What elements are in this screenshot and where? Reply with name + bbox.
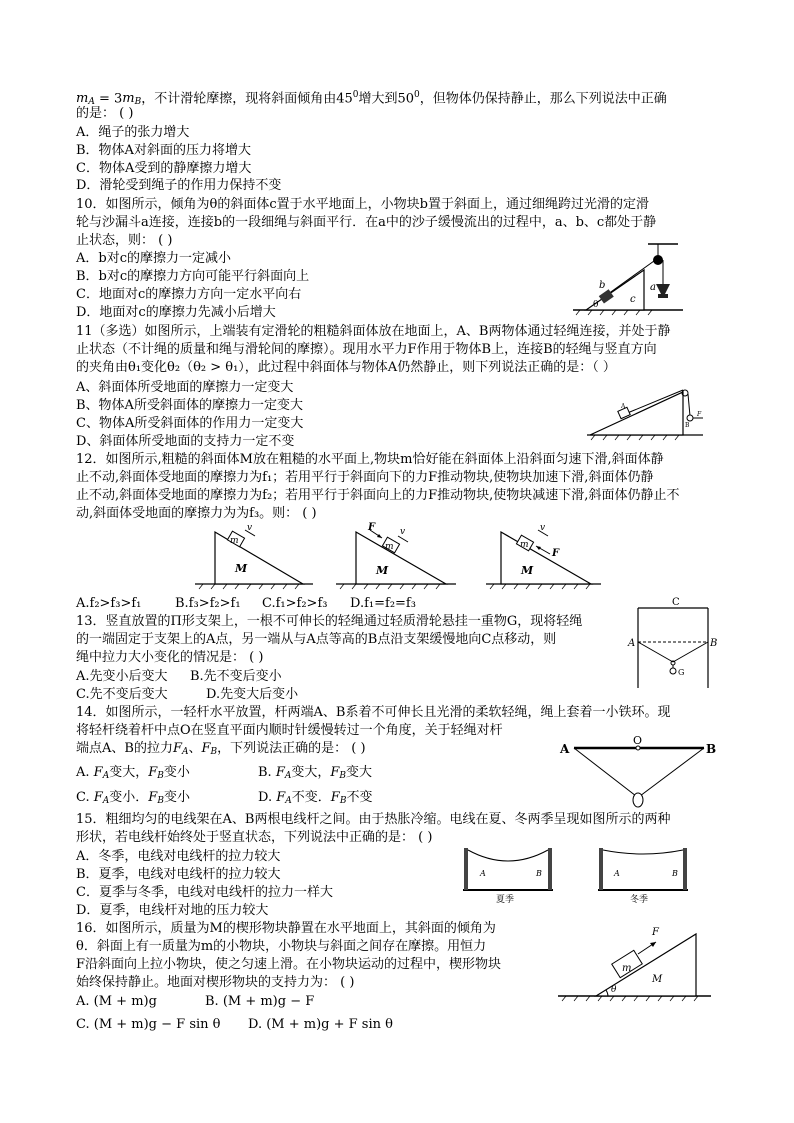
q14-stem-line3: 端点A、B的拉力$F_A$、$F_B$，下列说法正确的是： ( )	[76, 741, 366, 757]
q11-option-c: C、物体A所受斜面体的作用力一定变大	[76, 416, 304, 431]
q13-stem-line2: 的一端固定于支架上的A点，另一端从与A点等高的B点沿支架缓慢地向C点移动，则	[76, 632, 557, 647]
q9-mass-b: $m_B$	[122, 91, 142, 108]
q15-winter-label-a: A	[614, 869, 620, 878]
q12-stem-line1: 12．如图所示,粗糙的斜面体M放在粗糙的水平面上,物块m恰好能在斜面体上沿斜面匀速下滑,斜面体静	[76, 452, 664, 467]
q13-label-g: G	[678, 668, 685, 677]
q12-f2-label-f: F	[368, 522, 376, 533]
q14-label-o: O	[633, 734, 643, 747]
q11-option-b: B、物体A所受斜面体的摩擦力一定变大	[76, 398, 303, 413]
q15-summer-label-b: B	[536, 869, 542, 878]
q9-mass-eq: = 3	[94, 91, 123, 107]
q12-f1-label-v: v	[247, 523, 253, 533]
q12-f2-label-v: v	[400, 527, 406, 537]
q16-option-d: D. (M + m)g + F sin θ	[248, 1017, 393, 1032]
q14-stem-line1: 14．如图所示，一轻杆水平放置，杆两端A、B系着不可伸长且光滑的柔软轻绳，绳上套着一小铁环。现	[76, 705, 671, 720]
q9-option-c: C．物体A受到的静摩擦力增大	[76, 161, 252, 176]
q15-stem-line1: 15．粗细均匀的电线架在A、B两根电线杆之间。由于热胀冷缩。电线在夏、冬两季呈现如图所示的两种	[76, 812, 671, 827]
q13-weight	[670, 668, 676, 674]
q11-figure	[585, 380, 705, 442]
q13-figure	[624, 596, 720, 690]
q9-stem-text-c: ，但物体仍保持静止，那么下列说法中正确	[419, 91, 667, 107]
q12-figure-2	[336, 522, 456, 590]
q9-option-d: D．滑轮受到绳子的作用力保持不变	[76, 178, 282, 193]
q12-f3-label-f: F	[552, 548, 560, 559]
q16-label-m: m	[622, 963, 632, 974]
q9-stem-line1	[76, 87, 667, 110]
q10-label-b: b	[599, 280, 606, 291]
q10-option-d: D．地面对c的摩擦力先减小后增大	[76, 305, 276, 320]
q16-label-f: F	[652, 927, 659, 938]
q12-f1-label-m: m	[230, 536, 239, 546]
q16-stem-line2: θ．斜面上有一质量为m的小物块，小物块与斜面之间存在摩擦。用恒力	[76, 939, 487, 954]
q16-stem-line3: F沿斜面向上拉小物块，使之匀速上滑。在小物块运动的过程中，楔形物块	[76, 957, 502, 972]
q13-option-a: A.先变小后变大	[76, 669, 168, 684]
q15-summer-label-a: A	[480, 869, 486, 878]
q16-stem-line1: 16．如图所示，质量为M的楔形物块静置在水平地面上，其斜面的倾角为	[76, 921, 496, 936]
q11-label-f: F	[697, 411, 702, 418]
q9-option-a: A．绳子的张力增大	[76, 125, 190, 140]
q15-option-d: D．夏季，电线杆对地的压力较大	[76, 903, 269, 918]
q9-stem-line2: 的是： ( )	[76, 106, 134, 121]
q15-figure	[458, 840, 708, 905]
q13-option-c: C.先不变后变大	[76, 687, 168, 702]
q10-option-b: B．b对c的摩擦力方向可能平行斜面向上	[76, 269, 310, 284]
q9-option-b: B．物体A对斜面的压力将增大	[76, 143, 251, 158]
q13-option-d: D.先变大后变小	[206, 687, 299, 702]
q12-f3-label-m: m	[520, 540, 529, 550]
q10-label-c: c	[630, 294, 636, 305]
q15-option-a: A．冬季，电线对电线杆的拉力较大	[76, 849, 281, 864]
q11-stem-line2: 止状态（不计绳的质量和绳与滑轮间的摩擦）。现用水平力F作用于物体B上，连接B的轻绳与竖直方向	[76, 342, 657, 357]
q16-option-b: B. (M + m)g − F	[205, 994, 315, 1009]
q15-winter-label-b: B	[672, 869, 678, 878]
q12-option-b: B.f₃>f₂>f₁	[175, 596, 241, 611]
q14-option-a: A. $F_A$变大，$F_B$变小	[76, 765, 190, 781]
q9-mass-a: $m_A$	[76, 91, 95, 108]
q11-option-a: A、斜面体所受地面的摩擦力一定变大	[76, 380, 294, 395]
q11-stem-line3: 的夹角由θ₁变化θ₂（θ₂ > θ₁），此过程中斜面体与物体A仍然静止，则下列说法正确的是：（ ）	[76, 360, 616, 375]
q12-figure-3	[486, 522, 601, 590]
q12-stem-line3: 止不动,斜面体受地面的摩擦力为f₂；若用平行于斜面向上的力F推动物块,使物块减速下滑,斜面体仍静止不	[76, 488, 680, 503]
q15-option-b: B．夏季，电线对电线杆的拉力较大	[76, 867, 281, 882]
q15-stem-line2: 形状，若电线杆始终处于竖直状态，下列说法中正确的是： ( )	[76, 830, 433, 845]
q11-block-b	[687, 415, 693, 421]
q15-option-c: C．夏季与冬季，电线对电线杆的拉力一样大	[76, 885, 333, 900]
q12-f3-label-bigm: M	[521, 564, 534, 577]
q16-stem-line4: 始终保持静止。地面对楔形物块的支持力为： ( )	[76, 975, 355, 990]
q12-stem-line4: 动,斜面体受地面的摩擦力为为f₃。则： ( )	[76, 506, 317, 521]
q16-label-bigm: M	[652, 974, 663, 985]
q13-stem-line3: 绳中拉力大小变化的情况是： ( )	[76, 650, 264, 665]
q14-label-a: A	[560, 742, 570, 756]
q16-label-theta: θ	[611, 985, 617, 995]
q10-stem-line1: 10．如图所示，倾角为θ的斜面体c置于水平地面上，小物块b置于斜面上，通过细绳跨过光滑的定滑	[76, 197, 649, 212]
q12-option-d: D.f₁=f₂=f₃	[350, 596, 416, 611]
q14-stem-line2: 将轻杆绕着杆中点O在竖直平面内顺时针缓慢转过一个角度，关于轻绳对杆	[76, 723, 503, 738]
q12-f2-label-m: m	[385, 542, 394, 552]
q10-label-a: a	[650, 282, 656, 293]
q16-option-a: A. (M + m)g	[76, 994, 157, 1009]
q10-stem-line2: 轮与沙漏斗a连接，连接b的一段细绳与斜面平行．在a中的沙子缓慢流出的过程中，a、b、c都处于静	[76, 215, 657, 230]
q10-option-c: C．地面对c的摩擦力方向一定水平向右	[76, 287, 302, 302]
q14-figure	[558, 734, 722, 810]
q13-label-b: B	[710, 638, 718, 649]
q14-option-c: C. $F_A$变小．$F_B$变小	[76, 790, 190, 806]
q14-label-b: B	[706, 742, 717, 756]
q12-f3-label-v: v	[540, 523, 546, 533]
q12-f1-label-bigm: M	[235, 562, 248, 575]
q12-stem-line2: 止不动,斜面体受地面的摩擦力为f₁；若用平行于斜面向下的力F推动物块,使物块加速下滑,斜面体仍静	[76, 470, 654, 485]
q16-option-c: C. (M + m)g − F sin θ	[76, 1017, 221, 1032]
q11-label-a: A	[621, 403, 626, 410]
q9-stem-text-b: 增大到50	[358, 91, 415, 107]
q16-figure	[556, 920, 714, 1006]
q11-label-b: B	[685, 422, 690, 429]
q13-label-a: A	[628, 638, 636, 649]
q9-deg50: 0	[414, 90, 420, 100]
q14-ring	[633, 793, 643, 807]
q14-option-b: B. $F_A$变大，$F_B$变大	[258, 765, 373, 781]
q15-summer-caption: 夏季	[496, 895, 515, 905]
q9-stem-text-a: ，不计滑轮摩擦，现将斜面倾角由45	[141, 91, 353, 107]
q10-option-a: A．b对c的摩擦力一定减小	[76, 251, 231, 266]
q10-funnel-a	[656, 284, 670, 294]
q15-winter-caption: 冬季	[630, 895, 649, 905]
q10-stem-line3: 止状态，则： ( )	[76, 233, 173, 248]
q10-figure	[568, 240, 688, 316]
q13-stem-line1: 13．竖直放置的Π形支架上，一根不可伸长的轻绳通过轻质滑轮悬挂一重物G，现将轻绳	[76, 614, 583, 629]
q9-deg45: 0	[352, 90, 359, 100]
q11-option-d: D、斜面体所受地面的支持力一定不变	[76, 434, 295, 449]
q13-option-b: B.先不变后变小	[190, 669, 282, 684]
q14-option-d: D. $F_A$不变．$F_B$不变	[258, 790, 373, 806]
q12-figure-1	[195, 522, 313, 590]
q12-option-c: C.f₁>f₂>f₃	[262, 596, 328, 611]
q11-stem-line1: 11（多选）如图所示，上端装有定滑轮的粗糙斜面体放在地面上，A、B两物体通过轻绳连接，并处于静	[76, 324, 671, 339]
q12-option-a: A.f₂>f₃>f₁	[76, 596, 142, 611]
q12-f2-label-bigm: M	[376, 564, 389, 577]
q13-label-c: C	[672, 597, 680, 608]
q10-label-theta: θ	[593, 300, 599, 310]
